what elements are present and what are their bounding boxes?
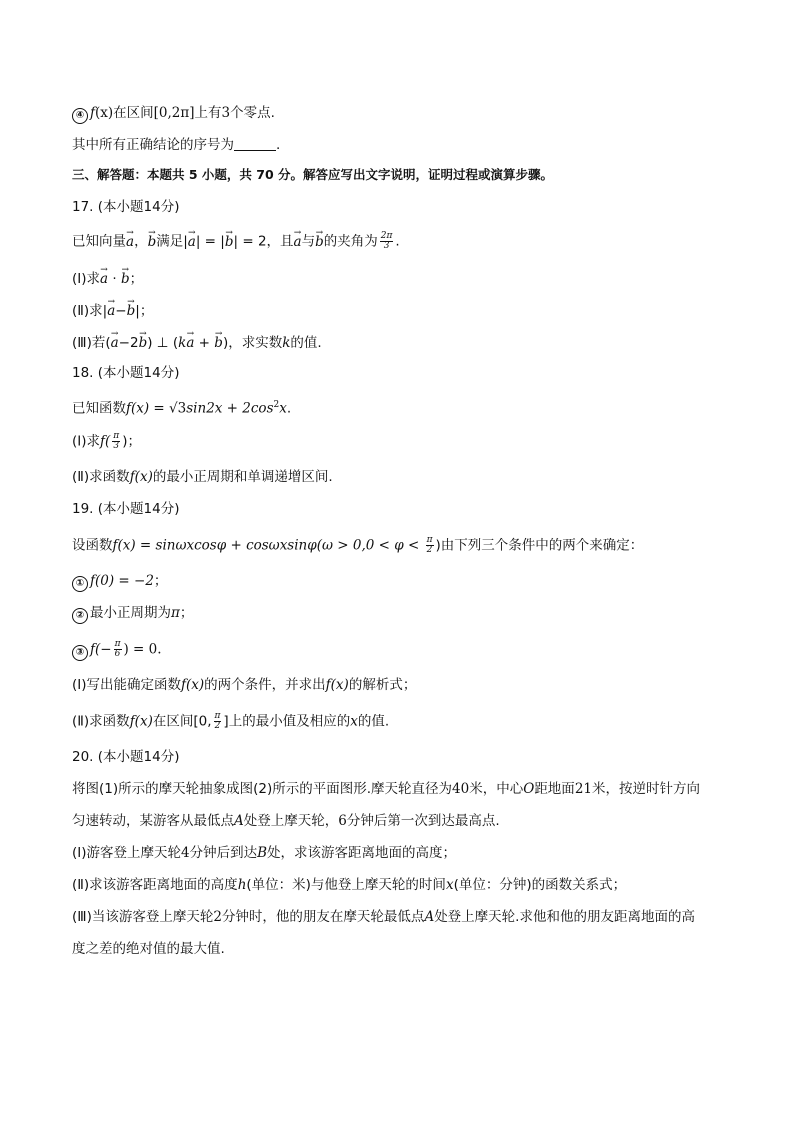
vector-a: → a: [126, 233, 134, 251]
math-f: f(−: [90, 641, 112, 658]
vector-a: → a: [186, 334, 194, 352]
vector-b: → b: [127, 302, 136, 320]
q18-heading: 18. (本小题14分): [72, 365, 180, 381]
math-formula: f(x) = sinωxcosφ + cosωxsinφ(ω > 0,0 < φ <: [112, 537, 424, 554]
text: |；: [135, 303, 154, 319]
math-f: f: [90, 105, 95, 121]
vector-a: → a: [294, 233, 302, 251]
vector-a: → a: [188, 233, 196, 251]
fraction-denominator: 2: [214, 721, 221, 731]
q17-part2: [72, 302, 153, 320]
vector-b: → b: [315, 233, 324, 251]
fraction-numerator: 2π: [380, 231, 393, 241]
text: (Ⅰ)求: [72, 271, 101, 287]
text: (Ⅰ)求: [72, 433, 101, 450]
q19-condition-2: [72, 604, 193, 624]
q19-condition-3: [72, 640, 162, 661]
math-exponent: 2: [273, 400, 280, 410]
fraction-numerator: π: [426, 535, 433, 545]
answer-prompt: [72, 136, 280, 154]
math-condition: f(0) = −2: [90, 573, 154, 589]
text: )；: [122, 433, 141, 450]
answer-blank[interactable]: [234, 138, 276, 151]
fraction-pi-2: [426, 536, 434, 555]
vector-b: → b: [214, 334, 223, 352]
text: ；: [153, 573, 168, 589]
math-x: x: [279, 400, 287, 417]
fraction-pi-3: [112, 432, 120, 451]
text: 在区间[0,: [152, 713, 212, 730]
math-k: k: [178, 335, 187, 351]
text: 的两个条件，并求出: [204, 677, 326, 693]
q18-part1: [72, 432, 141, 451]
text: 设函数: [72, 537, 113, 554]
text: 将图(1)所示的摩天轮抽象成图(2)所示的平面图形.摩天轮直径为: [72, 781, 453, 797]
math-x: (x): [95, 105, 114, 121]
text: 处，求该游客距离地面的高度；: [267, 845, 457, 861]
text: ；: [179, 605, 194, 621]
q20-heading: 20. (本小题14分): [72, 749, 180, 765]
text: 的夹角为: [323, 233, 378, 250]
q19-part1: [72, 676, 416, 694]
math-point-o: O: [523, 781, 535, 797]
text: (Ⅲ)当该游客登上摩天轮: [72, 909, 214, 925]
q20-stem-line1: [72, 780, 700, 798]
circled-number-2: ②: [72, 608, 88, 624]
text: 分钟后到达: [189, 845, 258, 861]
text: 的解析式；: [348, 677, 417, 693]
math-sqrt3: √3: [169, 400, 187, 417]
math-pi: π: [171, 605, 180, 621]
fraction-numerator: π: [114, 639, 121, 649]
circled-number-1: ①: [72, 576, 88, 592]
q19-stem: [72, 536, 643, 555]
math-f: f(: [100, 433, 111, 450]
text: (单位：分钟)的函数关系式；: [453, 877, 627, 893]
math-fx: f(x): [129, 469, 153, 485]
math-number: 6: [338, 813, 347, 829]
text: 的最小正周期和单调递增区间.: [152, 469, 333, 485]
text: 分钟后第一次到达最高点.: [346, 813, 500, 829]
text: 最小正周期为: [90, 605, 171, 621]
q20-stem-line2: [72, 812, 500, 830]
q19-condition-1: [72, 572, 167, 592]
q17-part1: [72, 270, 143, 288]
fraction-numerator: π: [113, 431, 120, 441]
text: 米，中心: [469, 781, 524, 797]
text: 与: [301, 233, 316, 250]
text: (单位：米)与他登上摩天轮的时间: [246, 877, 446, 893]
text: 的值.: [290, 335, 322, 351]
text: (Ⅱ)求该游客距离地面的高度: [72, 877, 238, 893]
text: 距地面: [534, 781, 575, 797]
math-number: 2: [213, 909, 222, 925]
item-4-zeros: [72, 104, 275, 124]
text: .: [395, 233, 400, 250]
vector-b: → b: [148, 233, 157, 251]
text: | = |: [195, 233, 225, 250]
text: 处登上摩天轮，: [243, 813, 339, 829]
math-number: 21: [574, 781, 592, 797]
vector-b: → b: [121, 270, 130, 288]
math-k: k: [282, 335, 291, 351]
math-sin: sin2x + 2cos: [186, 400, 274, 417]
text: +: [194, 335, 215, 351]
text: 已知函数: [72, 400, 126, 417]
text: 上有: [194, 105, 222, 121]
text: .: [286, 400, 292, 417]
text: ，: [134, 233, 148, 250]
fraction-numerator: π: [214, 711, 221, 721]
math-point-b: B: [257, 845, 268, 861]
vector-a: → a: [100, 270, 108, 288]
text: ；: [129, 271, 144, 287]
text: 其中所有正确结论的序号为: [72, 137, 234, 153]
text: 已知向量: [72, 233, 126, 250]
text: (Ⅰ)写出能确定函数: [72, 677, 182, 693]
text: 在区间: [113, 105, 154, 121]
text: 个零点.: [230, 105, 275, 121]
q20-part1: [72, 844, 456, 862]
section-3-heading: 三、解答题：本题共 5 小题，共 70 分。解答应写出文字说明，证明过程或演算步骤。: [72, 167, 554, 182]
math-equals-zero: ) = 0.: [123, 641, 162, 658]
circled-number-4: ④: [72, 108, 88, 124]
circled-number-3: ③: [72, 645, 88, 661]
text: (Ⅲ)若(: [72, 335, 111, 351]
math-number: 40: [452, 781, 470, 797]
math-x: x: [350, 713, 358, 730]
fraction-pi-6: [114, 640, 122, 659]
q19-part2: [72, 712, 389, 731]
text: ) ⊥ (: [147, 335, 179, 351]
math-point-a: A: [424, 909, 435, 925]
math-fx: f(x): [325, 677, 349, 693]
text: 满足|: [156, 233, 188, 250]
vector-b: → b: [139, 334, 148, 352]
text: | = 2，且: [233, 233, 294, 250]
math-3: 3: [221, 105, 231, 121]
q20-part3-line1: [72, 908, 695, 926]
math-interval: [0,2π]: [153, 105, 195, 121]
q20-part3-line2: 度之差的绝对值的最大值.: [72, 941, 225, 957]
text: 处登上摩天轮.求他和他的朋友距离地面的高: [434, 909, 695, 925]
text: 的值.: [357, 713, 390, 730]
fraction-denominator: 3: [113, 441, 120, 451]
text: ]上的最小值及相应的: [223, 713, 351, 730]
vector-a: → a: [107, 302, 115, 320]
fraction-denominator: 3: [383, 241, 390, 251]
text: .: [276, 137, 281, 153]
text: 米，按逆时针方向: [592, 781, 700, 797]
math-point-a: A: [234, 813, 244, 829]
text: ·: [108, 271, 121, 287]
text: −: [115, 303, 127, 319]
text: )，求实数: [222, 335, 283, 351]
q18-stem: [72, 396, 291, 418]
text: )由下列三个条件中的两个来确定：: [435, 537, 644, 554]
math-number: 4: [181, 845, 190, 861]
q18-part2: [72, 468, 333, 486]
fraction-denominator: 6: [114, 649, 121, 659]
text: 匀速转动，某游客从最低点: [72, 813, 234, 829]
math-fx: f(x): [181, 677, 205, 693]
vector-a: → a: [111, 334, 119, 352]
vector-b: → b: [225, 233, 234, 251]
math-fx: f(x) =: [126, 400, 170, 417]
text: (Ⅰ)游客登上摩天轮: [72, 845, 182, 861]
q20-part2: [72, 876, 626, 894]
text: (Ⅱ)求|: [72, 303, 108, 319]
math-h: h: [237, 877, 247, 893]
text: (Ⅱ)求函数: [72, 713, 130, 730]
q19-heading: 19. (本小题14分): [72, 501, 180, 517]
q17-part3: [72, 334, 322, 352]
math-x: x: [445, 877, 454, 893]
math-fx: f(x): [129, 713, 153, 730]
text: (Ⅱ)求函数: [72, 469, 130, 485]
fraction-2pi-3: [380, 232, 394, 251]
q17-heading: 17. (本小题14分): [72, 199, 180, 215]
fraction-denominator: 2: [426, 545, 433, 555]
text: 分钟时，他的朋友在摩天轮最低点: [221, 909, 425, 925]
q17-stem: [72, 232, 400, 251]
fraction-pi-2: [214, 712, 222, 731]
text: −2: [118, 335, 139, 351]
